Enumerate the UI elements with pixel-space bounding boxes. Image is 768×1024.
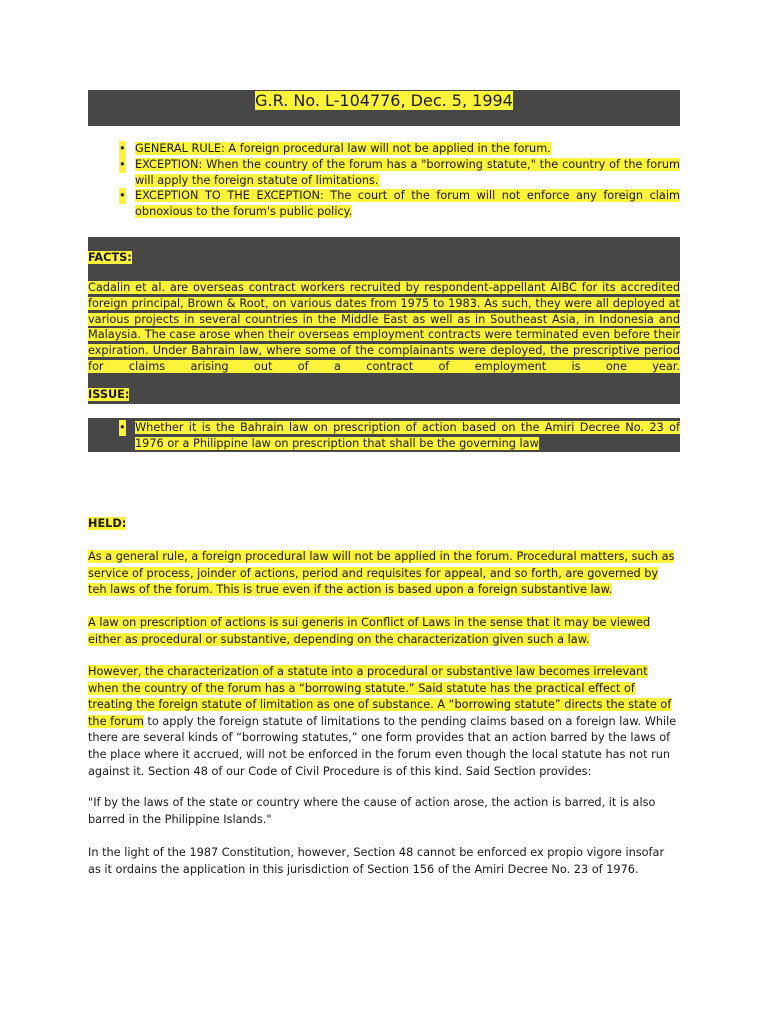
list-item: • EXCEPTION TO THE EXCEPTION: The court of the forum will not enforce any foreign claim obnoxious to the forum's public policy.: [119, 189, 680, 219]
list-item: • Whether it is the Bahrain law on prescription of action based on the Amiri Decree No. 23 of 1976 or a Philippine law on prescription that shall be the governing law: [119, 421, 680, 450]
list-item: • GENERAL RULE: A foreign procedural law will not be applied in the forum.: [119, 142, 551, 155]
issue-list: [119, 420, 680, 452]
held-heading: HELD:: [88, 517, 127, 530]
held-quote: "If by the laws of the state or country where the cause of action arose, the action is barred, it is also barred in the Philippine Islands.": [88, 796, 656, 826]
list-item: • EXCEPTION: When the country of the forum has a "borrowing statute," the country of the forum will apply the foreign statute of limitations.: [119, 157, 680, 187]
facts-text: Cadalin et al. are overseas contract workers recruited by respondent-appellant AIBC for its accredited foreign principal, Brown & Root, on various dates from 1975 to 1983. As such, they were all deployed at various projects in several countries in the Middle East as well as in Southeast Asia, in Indonesia and Malaysia. The case arose when their overseas employment contracts were terminated even before their expiration. Under Bahrain law, where some of the complainants were deployed, the prescriptive period for claims arising out of a contract of employment is one year.: [88, 281, 680, 373]
title-band: [88, 90, 680, 126]
case-title: G.R. No. L-104776, Dec. 5, 1994: [255, 91, 513, 110]
held-paragraph-1: As a general rule, a foreign procedural law will not be applied in the forum. Procedural matters, such as service of process, joinder of actions, period and requisites for appeal, and so forth, are governed by teh laws of the forum. This is true even if the action is based upon a foreign substantive law.: [88, 550, 675, 597]
facts-heading: FACTS:: [88, 251, 132, 264]
held-paragraph-2: A law on prescription of actions is sui generis in Conflict of Laws in the sense that it may be viewed either as procedural or substantive, depending on the characterization given such a law.: [88, 616, 651, 646]
held-paragraph-3: However, the characterization of a statute into a procedural or substantive law becomes irrelevant when the country of the forum has a “borrowing statute.” Said statute has the practical effect of treating the foreign statute of limitation as one of substance. A “borrowing statute” directs the state of the forum to apply the foreign statute of limitations to the pending claims based on a foreign law. While there are several kinds of “borrowing statutes,” one form provides that an action barred by the laws of the place where it accrued, will not be enforced in the forum even though the local statute has not run against it. Section 48 of our Code of Civil Procedure is of this kind. Said Section provides:: [88, 665, 677, 778]
issue-heading: ISSUE:: [88, 388, 130, 401]
rules-list: [119, 141, 680, 220]
held-paragraph-5: In the light of the 1987 Constitution, however, Section 48 cannot be enforced ex propio vigore insofar as it ordains the application in this jurisdiction of Section 156 of the Amiri Decree No. 23 of 1976.: [88, 846, 665, 876]
